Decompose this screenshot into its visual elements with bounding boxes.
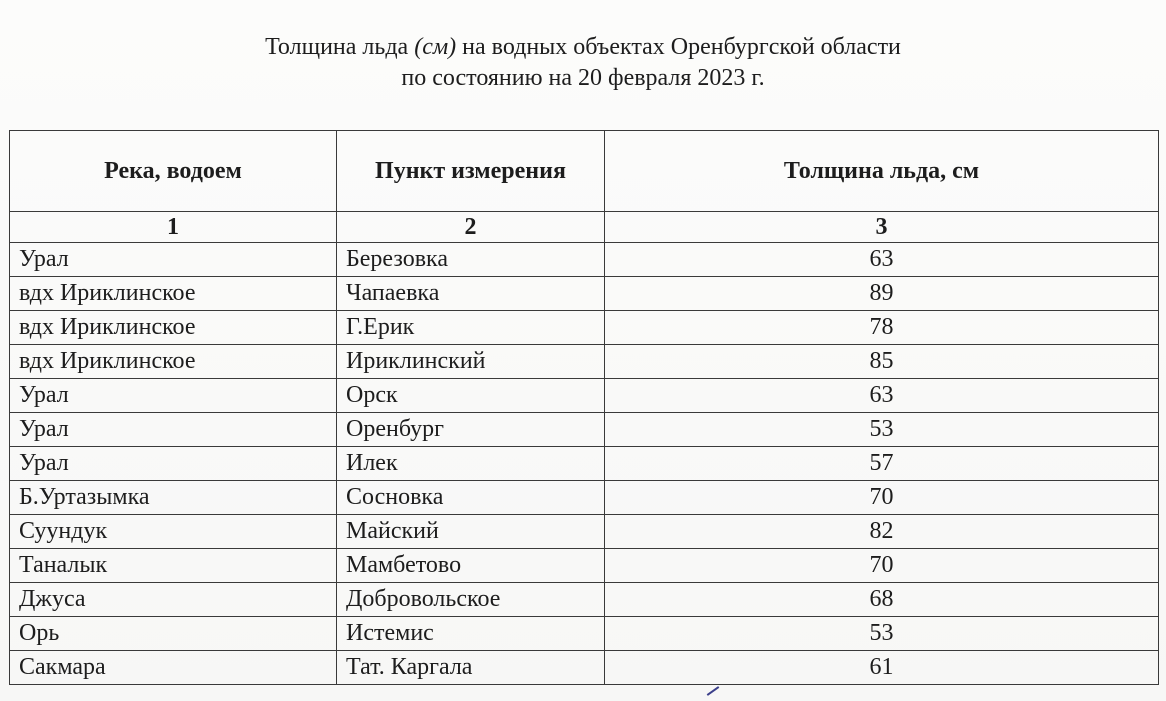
table-row (10, 413, 1159, 447)
title-prefix: Толщина льда (265, 34, 409, 60)
ice-thickness-cell: 70 (605, 549, 1159, 583)
water-body-cell: Суундук (10, 515, 337, 549)
water-body-cell: Б.Уртазымка (10, 481, 337, 515)
ice-thickness-cell: 78 (605, 311, 1159, 345)
title-unit: (см) (414, 34, 457, 60)
measurement-point-cell: Добровольское (337, 583, 605, 617)
title-suffix: на водных объектах Оренбургской области (462, 34, 901, 60)
water-body-cell: Орь (10, 617, 337, 651)
table-row (10, 515, 1159, 549)
water-body-cell: вдх Ириклинское (10, 345, 337, 379)
water-body-cell: Урал (10, 447, 337, 481)
water-body-cell: Урал (10, 243, 337, 277)
table-row (10, 583, 1159, 617)
ice-thickness-cell: 82 (605, 515, 1159, 549)
water-body-cell: вдх Ириклинское (10, 277, 337, 311)
water-body-cell: Урал (10, 413, 337, 447)
ice-thickness-cell: 63 (605, 243, 1159, 277)
measurement-point-cell: Тат. Каргала (337, 651, 605, 685)
table-row (10, 379, 1159, 413)
measurement-point-cell: Майский (337, 515, 605, 549)
ice-thickness-cell: 57 (605, 447, 1159, 481)
document-title (0, 32, 1166, 94)
ice-thickness-cell: 70 (605, 481, 1159, 515)
header-measurement-point: Пункт измерения (337, 131, 605, 212)
column-number: 1 (10, 212, 337, 243)
table-row (10, 481, 1159, 515)
measurement-point-cell: Илек (337, 447, 605, 481)
title-line-1 (0, 32, 1166, 63)
water-body-cell: Таналык (10, 549, 337, 583)
pen-mark (707, 686, 720, 696)
table-row (10, 549, 1159, 583)
water-body-cell: Сакмара (10, 651, 337, 685)
ice-thickness-cell: 89 (605, 277, 1159, 311)
measurement-point-cell: Чапаевка (337, 277, 605, 311)
measurement-point-cell: Березовка (337, 243, 605, 277)
ice-thickness-cell: 63 (605, 379, 1159, 413)
table-row (10, 651, 1159, 685)
measurement-point-cell: Оренбург (337, 413, 605, 447)
ice-thickness-table (9, 130, 1159, 685)
water-body-cell: Джуса (10, 583, 337, 617)
table-row (10, 243, 1159, 277)
header-ice-thickness: Толщина льда, см (605, 131, 1159, 212)
measurement-point-cell: Г.Ерик (337, 311, 605, 345)
measurement-point-cell: Ириклинский (337, 345, 605, 379)
water-body-cell: Урал (10, 379, 337, 413)
header-water-body: Река, водоем (10, 131, 337, 212)
table-row (10, 311, 1159, 345)
column-number: 2 (337, 212, 605, 243)
table-header-row (10, 131, 1159, 212)
ice-thickness-cell: 68 (605, 583, 1159, 617)
measurement-point-cell: Истемис (337, 617, 605, 651)
table-body (10, 243, 1159, 685)
table-row (10, 345, 1159, 379)
column-number: 3 (605, 212, 1159, 243)
ice-thickness-cell: 53 (605, 617, 1159, 651)
ice-thickness-cell: 85 (605, 345, 1159, 379)
column-number-row (10, 212, 1159, 243)
water-body-cell: вдх Ириклинское (10, 311, 337, 345)
measurement-point-cell: Орск (337, 379, 605, 413)
table-row (10, 447, 1159, 481)
ice-thickness-cell: 53 (605, 413, 1159, 447)
table-row (10, 617, 1159, 651)
title-line-2: по состоянию на 20 февраля 2023 г. (401, 65, 765, 91)
ice-thickness-cell: 61 (605, 651, 1159, 685)
table-row (10, 277, 1159, 311)
measurement-point-cell: Мамбетово (337, 549, 605, 583)
measurement-point-cell: Сосновка (337, 481, 605, 515)
